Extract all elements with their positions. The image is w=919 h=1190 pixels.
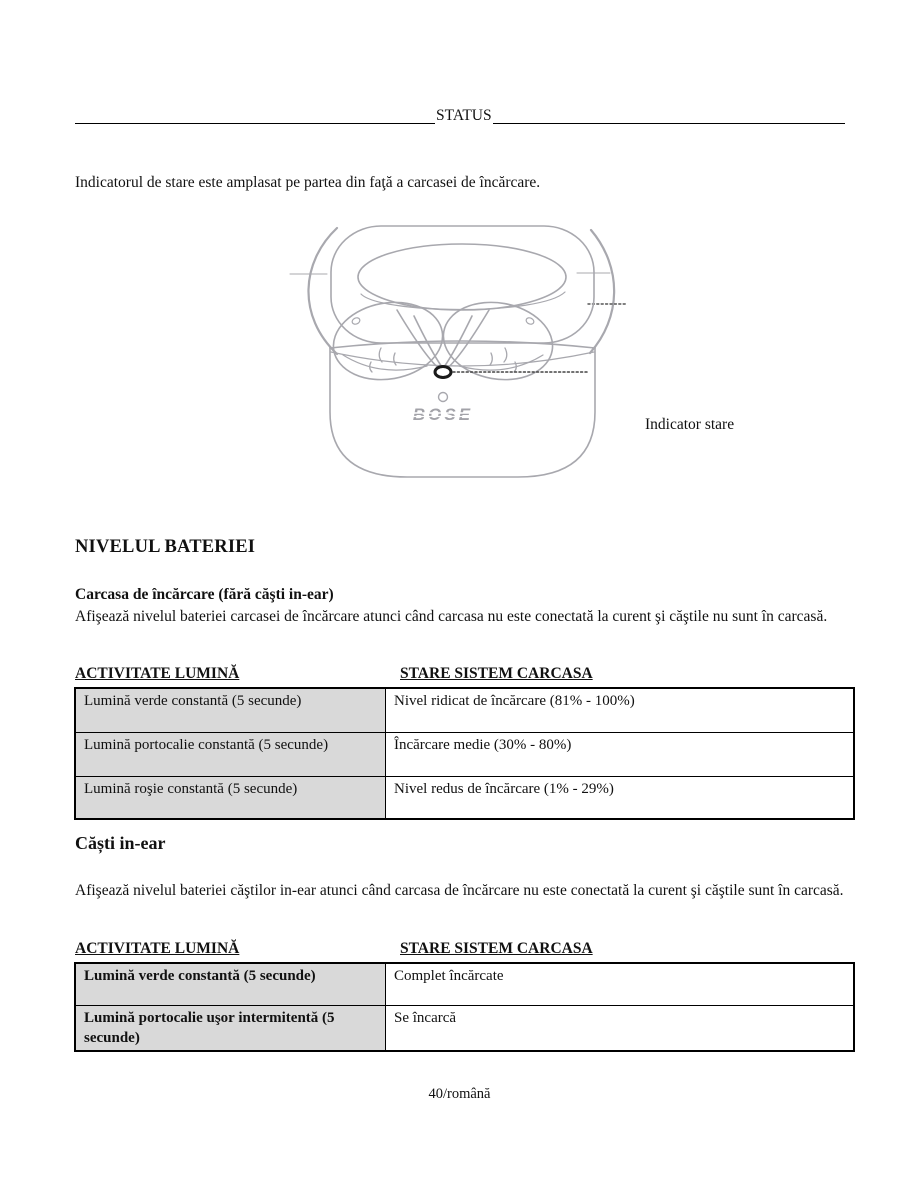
table-row: [75, 688, 854, 733]
table-row: [75, 777, 854, 820]
light-activity-cell: Lumină verde constantă (5 secunde): [75, 688, 386, 733]
table-row: [75, 963, 854, 1006]
status-indicator-led: [435, 367, 451, 378]
light-activity-cell: Lumină portocalie uşor intermitentă (5 secunde): [75, 1006, 386, 1052]
system-state-cell: Complet încărcate: [386, 963, 855, 1006]
case-subsection-body: Afişează nivelul bateriei carcasei de încărcare atunci când carcasa nu este conectată la curent şi căştile nu sunt în carcasă.: [75, 608, 828, 625]
light-activity-cell: Lumină verde constantă (5 secunde): [75, 963, 386, 1006]
case-battery-table: [74, 687, 855, 820]
case-subsection-heading: Carcasa de încărcare (fără căşti in-ear): [75, 586, 334, 603]
pairing-button: [439, 393, 448, 402]
case-table-header: [0, 665, 919, 685]
header-rule-right: [493, 107, 845, 124]
case-table-col1-label: ACTIVITATE LUMINĂ: [75, 665, 240, 682]
system-state-cell: Încărcare medie (30% - 80%): [386, 733, 855, 777]
page-header: [75, 106, 845, 124]
page-number: 40/română: [428, 1086, 491, 1102]
earbuds-subsection-body: Afişează nivelul bateriei căştilor in-ear atunci când carcasa de încărcare nu este conectată la curent şi căştile sunt în carcasă.: [75, 882, 844, 899]
indicator-callout-label: Indicator stare: [645, 416, 735, 433]
earbuds-table-header: [0, 940, 919, 960]
system-state-cell: Nivel ridicat de încărcare (81% - 100%): [386, 688, 855, 733]
system-state-cell: Se încarcă: [386, 1006, 855, 1052]
light-activity-cell: Lumină roşie constantă (5 secunde): [75, 777, 386, 820]
brand-logo: BOSE: [412, 405, 474, 424]
table-row: [75, 1006, 854, 1052]
earbuds-table-col1-label: ACTIVITATE LUMINĂ: [75, 940, 240, 957]
case-lid-cavity: [358, 244, 566, 310]
light-activity-cell: Lumină portocalie constantă (5 secunde): [75, 733, 386, 777]
system-state-cell: Nivel redus de încărcare (1% - 29%): [386, 777, 855, 820]
charging-case-illustration: [285, 220, 645, 482]
earbuds-battery-table: [74, 962, 855, 1052]
table-row: [75, 733, 854, 777]
earbuds-subsection-heading: Căști in-ear: [75, 833, 166, 853]
case-table-col2-label: STARE SISTEM CARCASA: [400, 665, 593, 682]
intro-paragraph: Indicatorul de stare este amplasat pe partea din faţă a carcasei de încărcare.: [75, 174, 541, 191]
page-header-title: STATUS: [436, 107, 492, 124]
header-rule-left: [75, 107, 435, 124]
left-profile-arc: [308, 228, 337, 354]
section-title: NIVELUL BATERIEI: [75, 537, 256, 557]
earbuds-table-col2-label: STARE SISTEM CARCASA: [400, 940, 593, 957]
